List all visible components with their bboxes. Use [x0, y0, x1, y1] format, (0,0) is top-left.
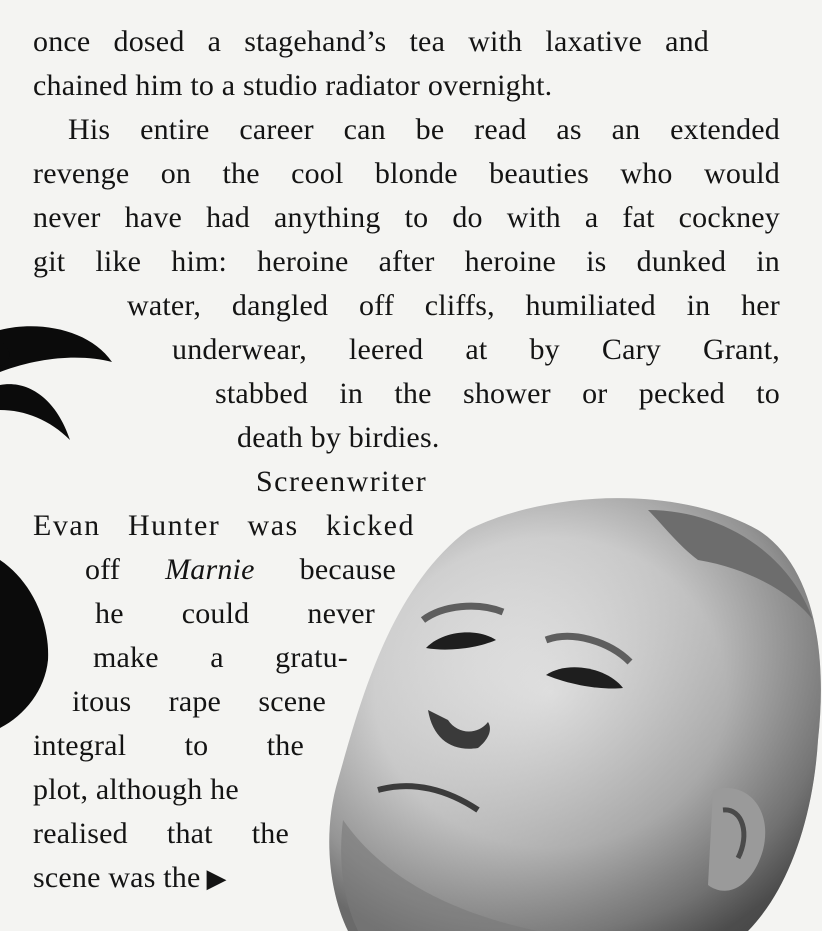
- text-line-4: revenge on the cool blonde beauties who would: [33, 157, 780, 190]
- continue-arrow-icon: ▶: [206, 864, 227, 893]
- text-line-19: realised that the: [33, 817, 289, 850]
- text-line-14: he could never: [95, 597, 375, 630]
- text-line-1: once dosed a stagehand’s tea with laxative and: [33, 25, 709, 58]
- text-line-2: chained him to a studio radiator overnight.: [33, 69, 553, 102]
- text-line-6: git like him: heroine after heroine is dunked in: [33, 245, 780, 278]
- bird-silhouette-top: [0, 300, 130, 460]
- text-line-3: His entire career can be read as an extended: [68, 113, 780, 146]
- text-line-15: make a gratu-: [93, 641, 348, 674]
- text-line-16: itous rape scene: [72, 685, 326, 718]
- text-fragment: because: [254, 553, 396, 586]
- text-line-7: water, dangled off cliffs, humiliated in her: [127, 289, 780, 322]
- bird-silhouette-bottom: [0, 560, 60, 730]
- text-line-8: underwear, leered at by Cary Grant,: [172, 333, 780, 366]
- text-line-13: [85, 552, 396, 588]
- film-title-marnie: Marnie: [165, 553, 255, 586]
- text-line-18: plot, although he: [33, 773, 239, 806]
- text-line-17: integral to the: [33, 729, 304, 762]
- text-line-12: Evan Hunter was kicked: [33, 509, 415, 542]
- text-fragment: off: [85, 553, 166, 586]
- text-line-11: Screenwriter: [256, 465, 428, 498]
- text-line-20: [33, 860, 227, 897]
- text-line-5: never have had anything to do with a fat cockney: [33, 201, 780, 234]
- text-fragment: scene was the: [33, 861, 201, 894]
- text-line-10: death by birdies.: [237, 421, 440, 454]
- text-line-9: stabbed in the shower or pecked to: [215, 377, 780, 410]
